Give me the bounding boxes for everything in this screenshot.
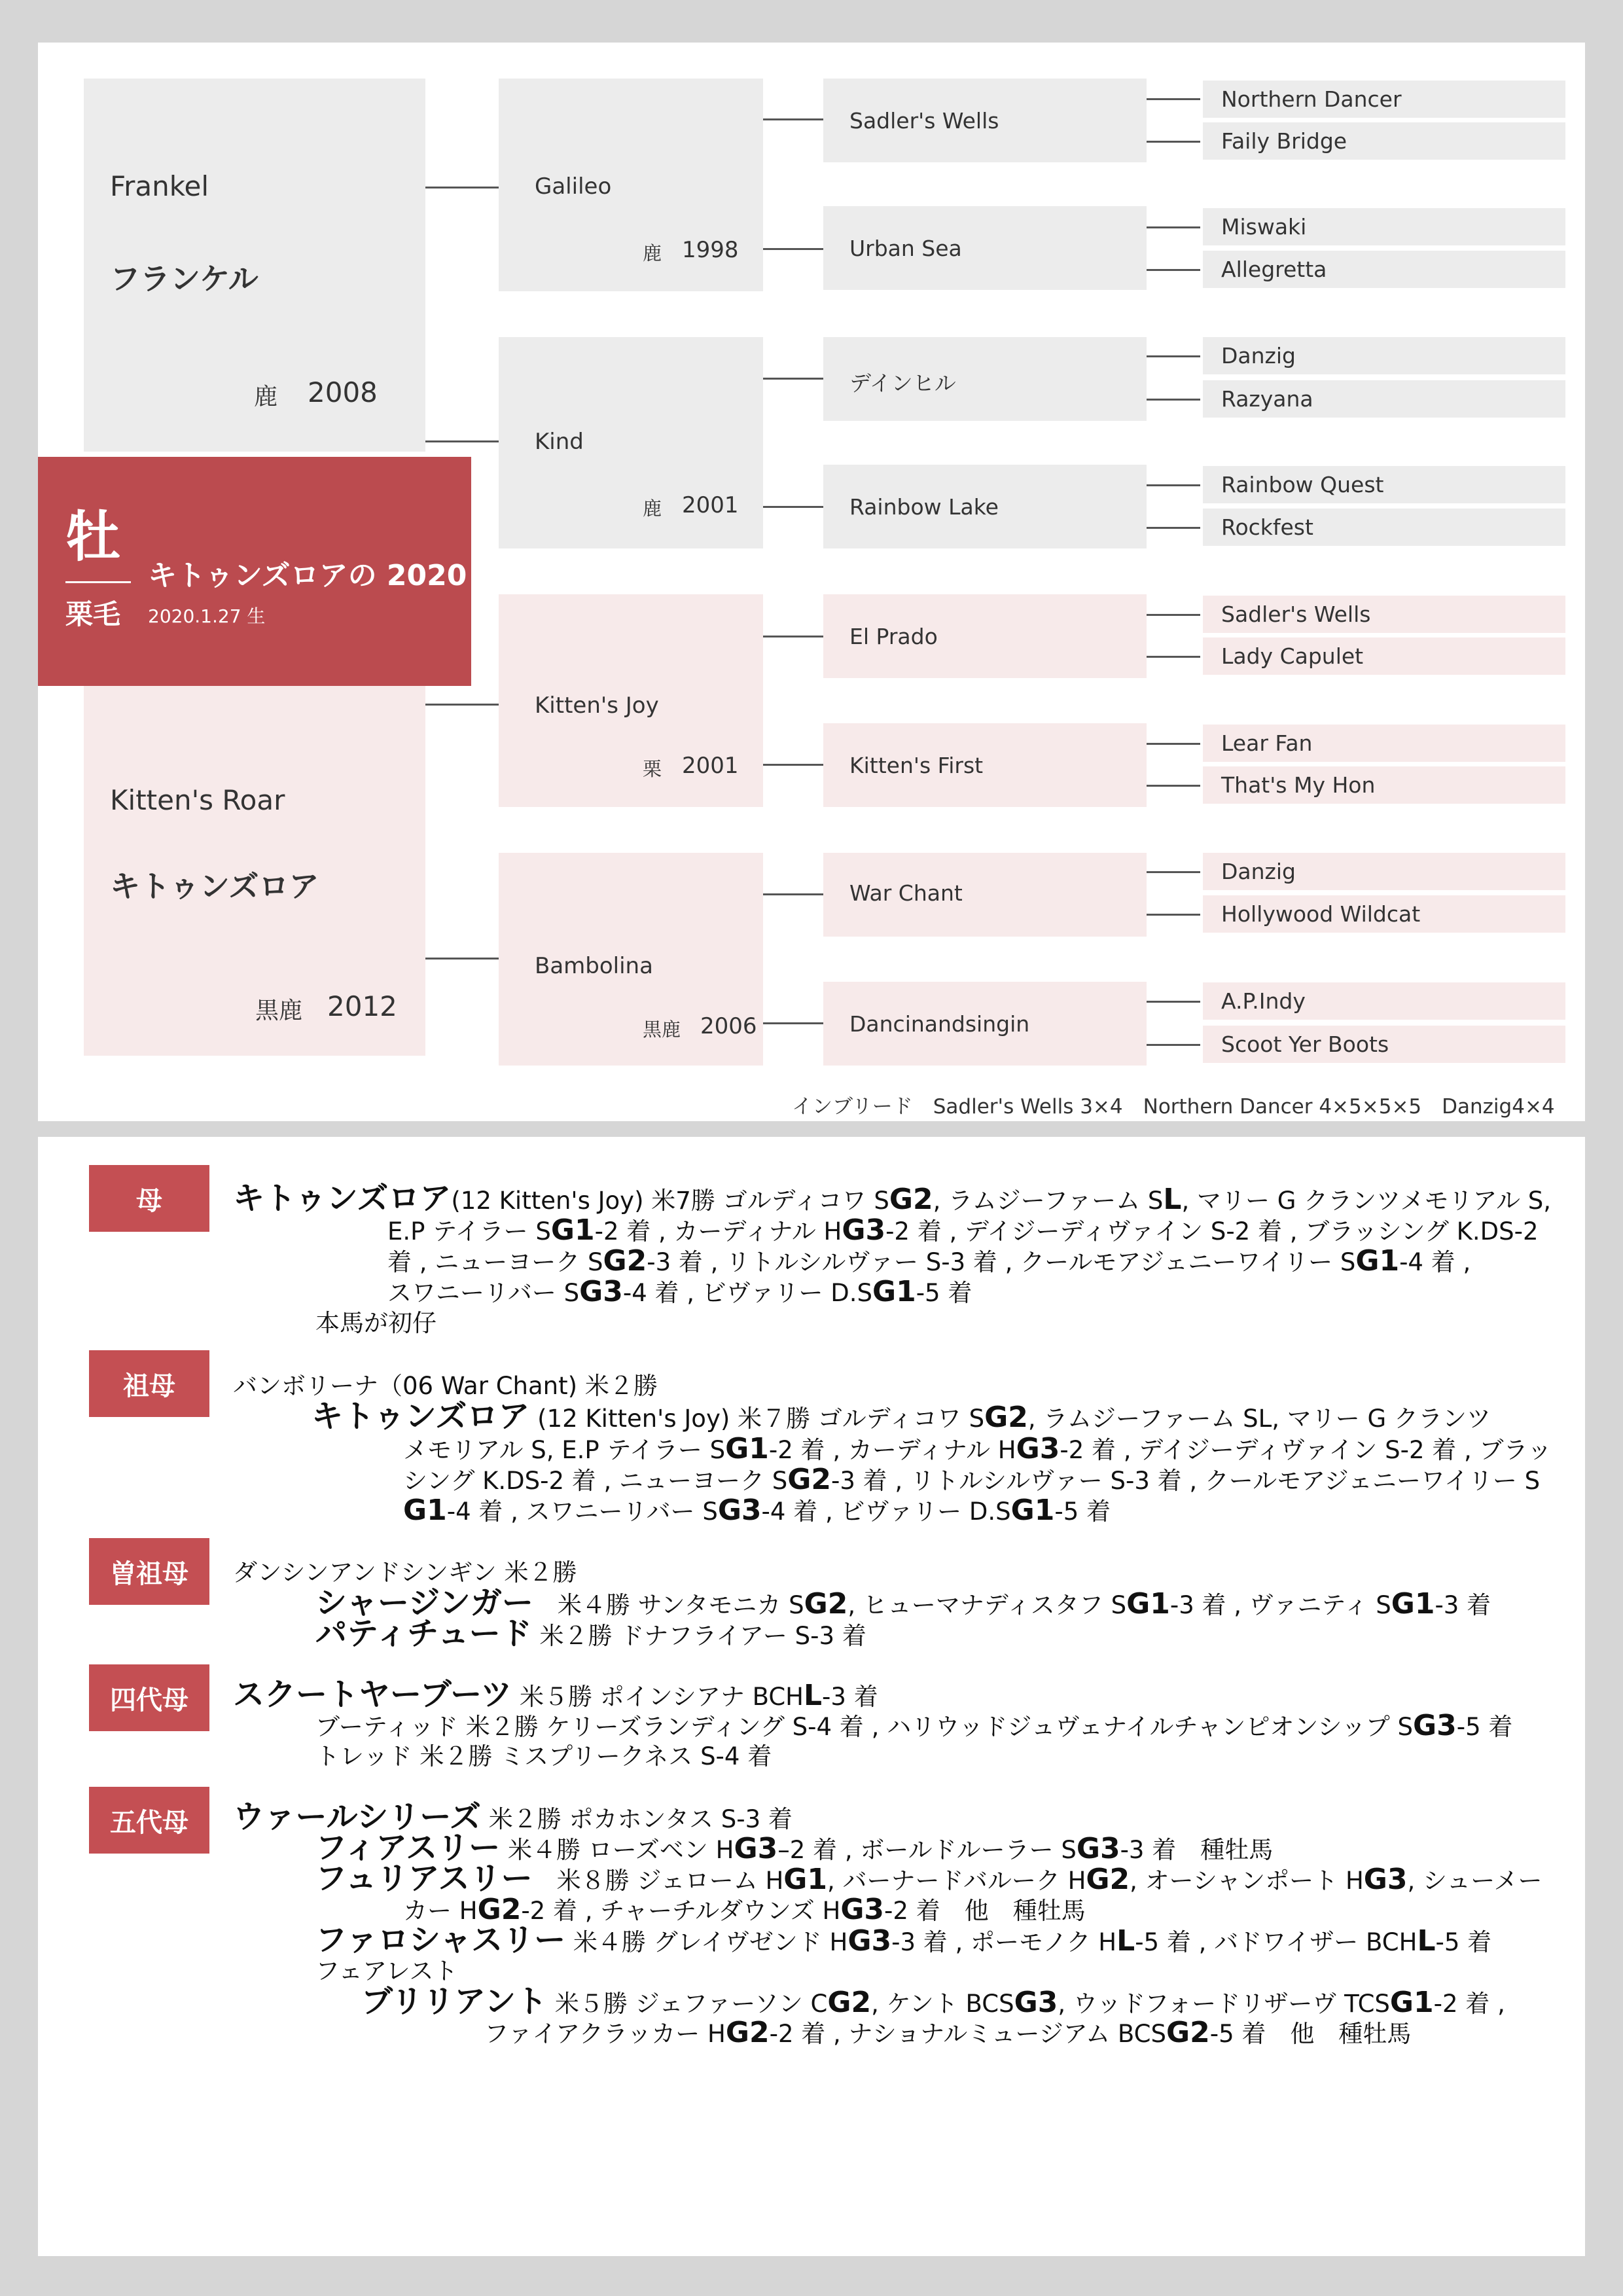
- label-g4dam: 四代母: [89, 1664, 209, 1731]
- dam-box: [84, 686, 425, 1056]
- connector: [763, 1022, 826, 1024]
- gen3-name: Sadler's Wells: [849, 108, 999, 134]
- gen2-box: [499, 79, 763, 291]
- dam-year: 2012: [327, 990, 397, 1022]
- connector: [763, 893, 826, 895]
- gen2-color: 栗: [643, 758, 662, 780]
- dam-color: 黒鹿: [255, 997, 303, 1024]
- g5dam-progeny-3: ファロシャスリー 米４勝 グレイヴゼンド HG3-3 着 , ポーモノク HL-5 着 , バドワイザー BCHL-5 着: [315, 1922, 1492, 1958]
- g5dam-progeny-4: フェアレスト: [315, 1957, 458, 1985]
- dam-name: Kitten's Roar: [110, 784, 285, 816]
- g4dam-progeny-2: トレッド 米２勝 ミスプリークネス S-4 着: [315, 1742, 772, 1770]
- gen4-box: [1203, 81, 1565, 118]
- gen2-name: Bambolina: [535, 953, 653, 979]
- connector: [425, 704, 499, 706]
- gen3-box: [823, 723, 1147, 807]
- label-mother: 母: [89, 1165, 209, 1232]
- connector: [1147, 1044, 1200, 1046]
- connector: [763, 378, 826, 380]
- connector: [763, 506, 826, 508]
- gen4-name: Danzig: [1221, 343, 1296, 368]
- connector: [1147, 484, 1200, 486]
- gen4-name: That's My Hon: [1221, 772, 1376, 798]
- gen4-name: Northern Dancer: [1221, 86, 1402, 112]
- mother-line-4: スワニーリバー SG3-4 着 , ビヴァリー D.SG1-5 着: [387, 1275, 972, 1308]
- gen3-name: Kitten's First: [849, 753, 984, 778]
- profile-title: キトゥンズロアの 2020: [148, 559, 467, 592]
- granddam-line: バンボリーナ（06 War Chant) 米２勝: [233, 1372, 658, 1400]
- gen4-name: Rockfest: [1221, 514, 1313, 540]
- connector: [1147, 1001, 1200, 1003]
- gen4-name: Allegretta: [1221, 257, 1327, 282]
- connector: [1147, 743, 1200, 745]
- gen3-name: Rainbow Lake: [849, 494, 999, 520]
- gen4-name: Danzig: [1221, 859, 1296, 884]
- sire-color: 鹿: [254, 384, 278, 410]
- connector: [1147, 269, 1200, 271]
- gen4-box: [1203, 596, 1565, 633]
- connector: [1147, 399, 1200, 401]
- gen4-box: [1203, 208, 1565, 245]
- g4dam-progeny-1: ブーティッド 米２勝 ケリーズランディング S-4 着 , ハリウッドジュヴェナイルチャンピオンシップ SG3-5 着: [315, 1709, 1513, 1742]
- gen3-box: [823, 206, 1147, 290]
- gen4-name: Hollywood Wildcat: [1221, 901, 1421, 927]
- sex: 牡: [65, 505, 121, 569]
- connector: [763, 764, 826, 766]
- connector: [1147, 614, 1200, 616]
- granddam-progeny-3: シング K.DS-2 着 , ニューヨーク SG2-3 着 , リトルシルヴァー S-3 着 , クールモアジェニーワイリー S: [403, 1463, 1541, 1496]
- mother-line-2: E.P テイラー SG1-2 着 , カーディナル HG3-2 着 , デイジーディヴァイン S-2 着 , ブラッシング K.DS-2: [387, 1213, 1539, 1247]
- gen4-box: [1203, 337, 1565, 374]
- connector: [1147, 527, 1200, 529]
- g3dam-line: ダンシンアンドシンギン 米２勝: [233, 1558, 577, 1587]
- gen2-year: 2001: [682, 753, 739, 779]
- gen2-box: [499, 337, 763, 548]
- sire-name: Frankel: [110, 170, 209, 202]
- gen2-year: 1998: [682, 237, 739, 263]
- connector: [763, 636, 826, 637]
- gen2-name: Kind: [535, 429, 584, 455]
- connector: [425, 958, 499, 960]
- label-g3dam: 曽祖母: [89, 1538, 209, 1605]
- profile-box: [38, 457, 471, 686]
- g5dam-progeny-5b: ファイアクラッカー HG2-2 着 , ナショナルミュージアム BCSG2-5 着 他 種牡馬: [484, 2016, 1412, 2049]
- gen4-box: [1203, 982, 1565, 1020]
- gen4-box: [1203, 766, 1565, 804]
- mother-line-3: 着 , ニューヨーク SG2-3 着 , リトルシルヴァー S-3 着 , クールモアジェニーワイリー SG1-4 着 ,: [387, 1244, 1471, 1278]
- sire-box: [84, 79, 425, 452]
- mother-note: 本馬が初仔: [315, 1309, 437, 1337]
- g5dam-progeny-1: フィアスリー 米４勝 ローズベン HG3–2 着 , ボールドルーラー SG3-3 着 種牡馬: [315, 1829, 1274, 1866]
- gen4-box: [1203, 637, 1565, 675]
- gen2-box: [499, 853, 763, 1066]
- gen2-color: 鹿: [643, 242, 662, 264]
- granddam-progeny-1: キトゥンズロア (12 Kitten's Joy) 米７勝 ゴルディコワ SG2, ラムジーファーム SL, マリー G クランツ: [312, 1398, 1491, 1435]
- gen3-name: デインヒル: [849, 370, 956, 396]
- sire-year: 2008: [308, 376, 378, 408]
- g4dam-line: スクートヤーブーツ 米５勝 ポインシアナ BCHL-3 着: [233, 1676, 878, 1713]
- g5dam-line: ウァールシリーズ 米２勝 ポカホンタス S-3 着: [233, 1799, 793, 1835]
- label-granddam: 祖母: [89, 1350, 209, 1417]
- gen4-box: [1203, 895, 1565, 933]
- granddam-progeny-2: メモリアル S, E.P テイラー SG1-2 着 , カーディナル HG3-2 着 , デイジーディヴァイン S-2 着 , ブラッ: [403, 1432, 1552, 1465]
- gen4-box: [1203, 853, 1565, 890]
- mother-name: キトゥンズロア: [233, 1180, 452, 1217]
- gen4-box: [1203, 725, 1565, 762]
- granddam-progeny-4: G1-4 着 , スワニーリバー SG3-4 着 , ビヴァリー D.SG1-5 着: [403, 1494, 1111, 1527]
- gen3-name: El Prado: [849, 624, 938, 649]
- connector: [1147, 226, 1200, 228]
- gen4-name: Sadler's Wells: [1221, 601, 1371, 627]
- gen2-name: Galileo: [535, 173, 612, 200]
- gen4-name: Rainbow Quest: [1221, 472, 1384, 497]
- connector: [1147, 98, 1200, 100]
- inbreed-note: インブリード Sadler's Wells 3×4 Northern Dancer 4×5×5×5 Danzig4×4: [792, 1095, 1555, 1119]
- g5dam-progeny-2: フュリアスリー 米８勝 ジェローム HG1, バーナードバルーク HG2, オーシャンポート HG3, シューメー: [315, 1860, 1543, 1897]
- gen3-box: [823, 853, 1147, 937]
- mother-line-1: キトゥンズロア(12 Kitten's Joy) 米7勝 ゴルディコワ SG2, ラムジーファーム SL, マリー G クランツメモリアル S,: [233, 1180, 1551, 1217]
- gen3-box: [823, 982, 1147, 1066]
- gen2-box: [499, 594, 763, 807]
- sire-name-ja: フランケル: [110, 261, 259, 296]
- gen3-name: Urban Sea: [849, 236, 962, 261]
- connector: [1147, 785, 1200, 787]
- connector: [425, 187, 499, 188]
- gen4-box: [1203, 466, 1565, 503]
- label-g5dam: 五代母: [89, 1787, 209, 1854]
- gen4-name: Lear Fan: [1221, 730, 1313, 756]
- gen3-name: War Chant: [849, 880, 963, 906]
- gen2-color: 黒鹿: [643, 1018, 681, 1041]
- gen4-box: [1203, 122, 1565, 160]
- gen4-box: [1203, 509, 1565, 546]
- connector: [425, 440, 499, 442]
- g3dam-progeny-2: パティチュード 米２勝 ドナフライアー S-3 着: [315, 1615, 866, 1652]
- gen4-name: Faily Bridge: [1221, 128, 1347, 154]
- gen4-name: Lady Capulet: [1221, 643, 1364, 669]
- g5dam-progeny-2b: カー HG2-2 着 , チャーチルダウンズ HG3-2 着 他 種牡馬: [403, 1893, 1086, 1926]
- connector: [1147, 656, 1200, 658]
- birth-date: 2020.1.27 生: [148, 605, 266, 627]
- gen3-box: [823, 465, 1147, 548]
- gen3-name: Dancinandsingin: [849, 1011, 1030, 1037]
- g5dam-progeny-5: ブリリアント 米５勝 ジェファーソン CG2, ケント BCSG3, ウッドフォードリザーヴ TCSG1-2 着 ,: [361, 1983, 1505, 2020]
- gen3-box: [823, 79, 1147, 162]
- gen4-box: [1203, 251, 1565, 288]
- gen2-color: 鹿: [643, 497, 662, 520]
- gen2-name: Kitten's Joy: [535, 692, 659, 719]
- gen4-name: Miswaki: [1221, 214, 1307, 240]
- gen3-box: [823, 594, 1147, 678]
- gen2-year: 2006: [700, 1013, 757, 1039]
- gen3-box: [823, 337, 1147, 421]
- connector: [1147, 355, 1200, 357]
- coat: 栗毛: [65, 598, 121, 630]
- gen4-box: [1203, 1026, 1565, 1063]
- gen4-box: [1203, 380, 1565, 418]
- connector: [1147, 914, 1200, 916]
- connector: [1147, 871, 1200, 873]
- connector: [1147, 141, 1200, 143]
- connector: [763, 118, 826, 120]
- g3dam-progeny-1: シャージンガー 米４勝 サンタモニカ SG2, ヒューマナディスタフ SG1-3 着 , ヴァニティ SG1-3 着: [315, 1585, 1491, 1621]
- gen4-name: A.P.Indy: [1221, 988, 1306, 1014]
- gen4-name: Razyana: [1221, 386, 1313, 412]
- dam-name-ja: キトゥンズロア: [110, 869, 319, 904]
- connector: [763, 248, 826, 250]
- profile-divider: [65, 581, 131, 583]
- gen2-year: 2001: [682, 492, 739, 518]
- gen4-name: Scoot Yer Boots: [1221, 1031, 1389, 1057]
